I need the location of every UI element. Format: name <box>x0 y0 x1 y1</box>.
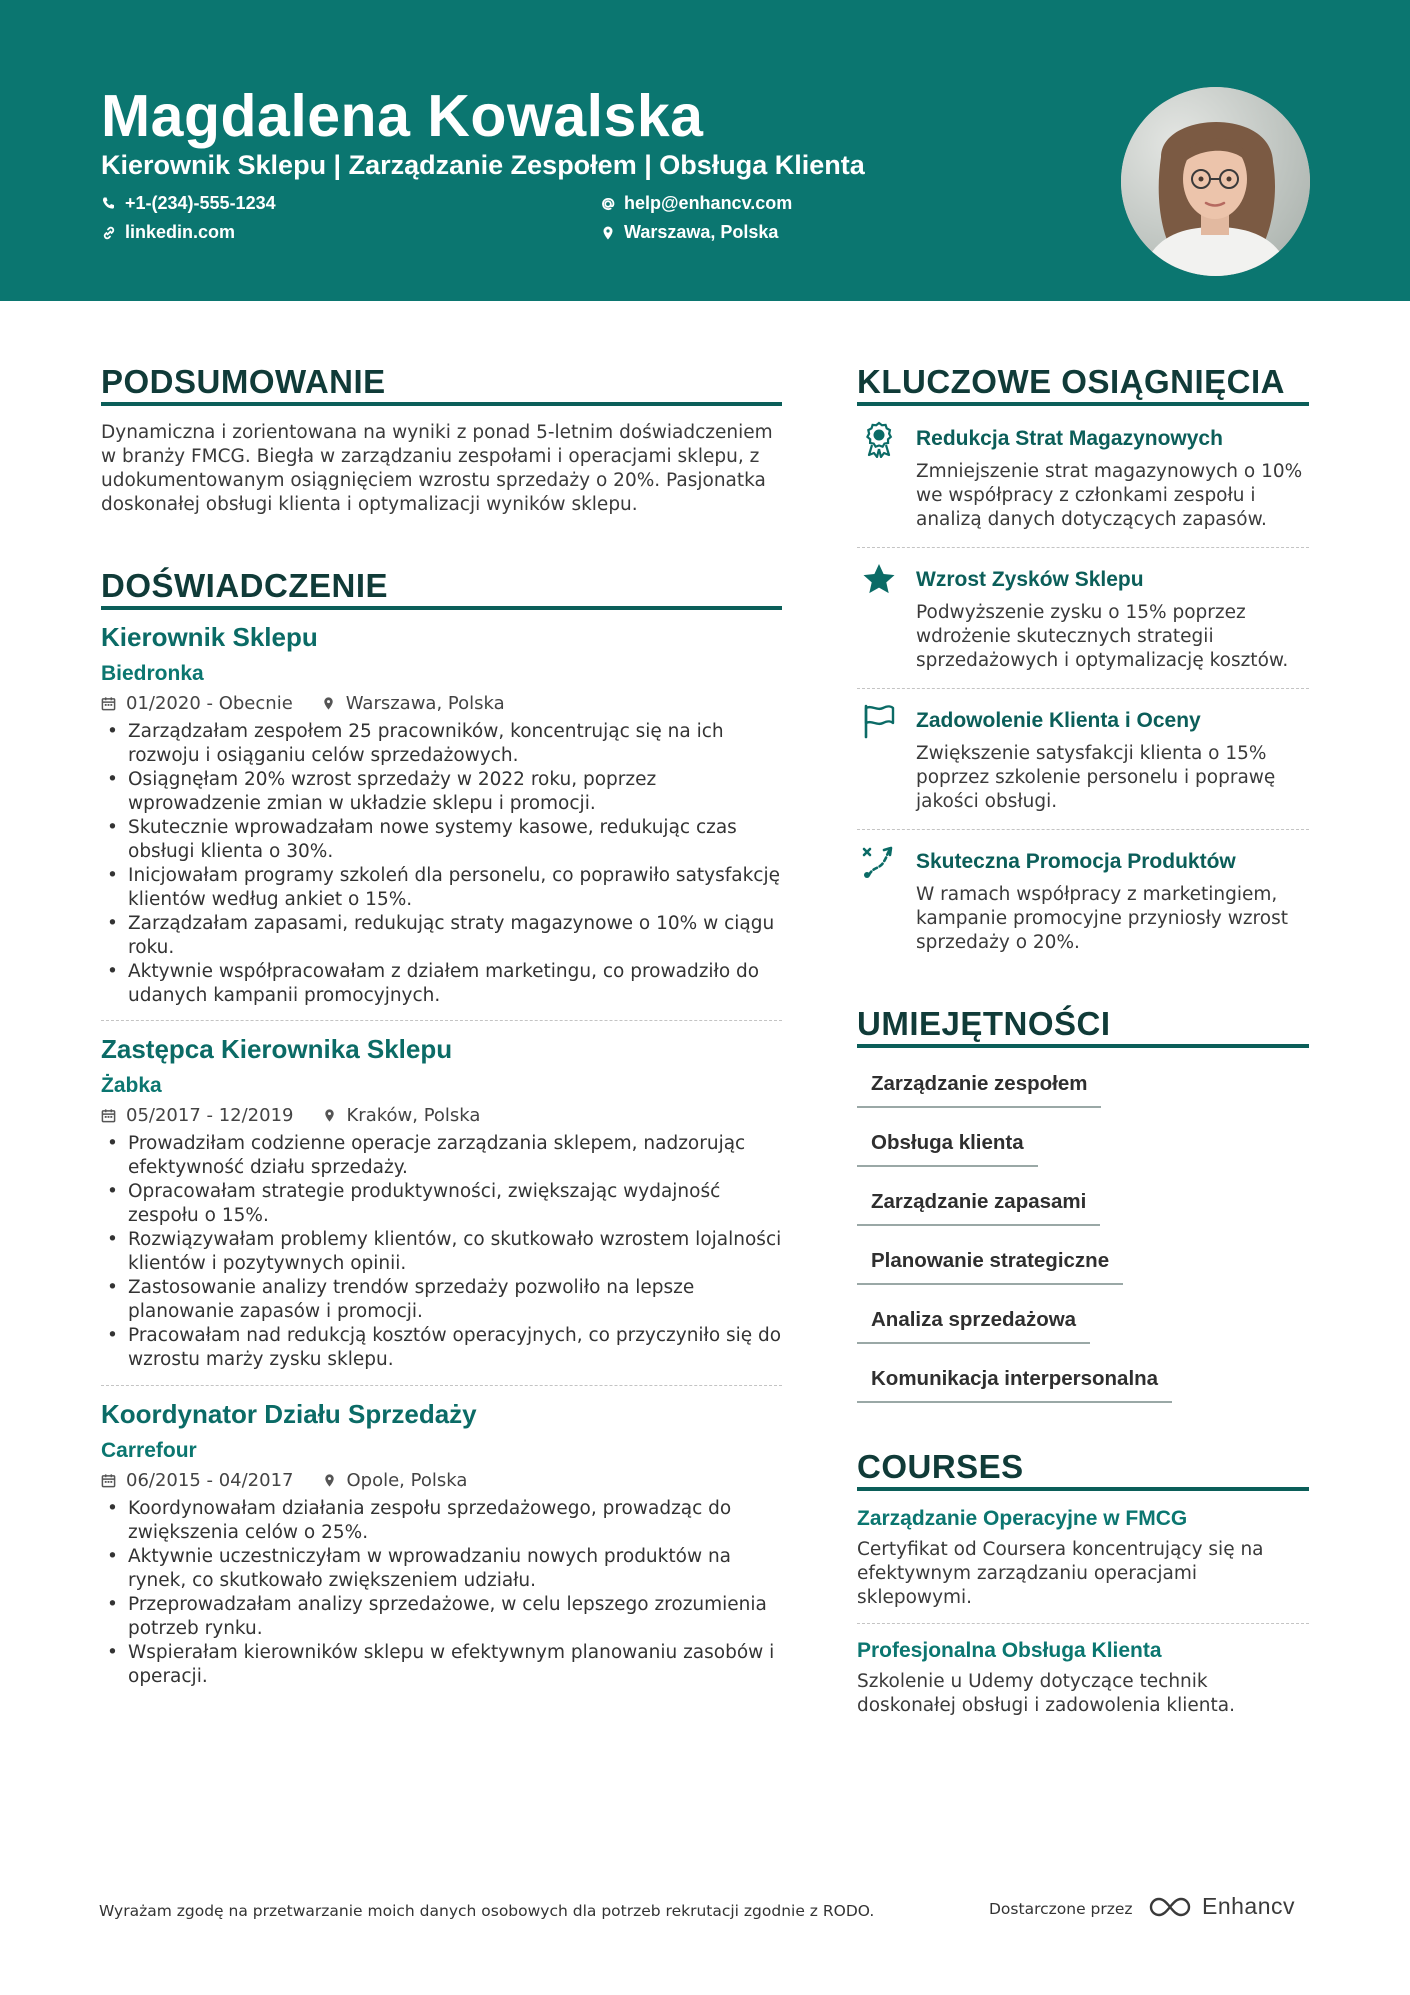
star-icon <box>860 561 898 599</box>
company-name: Żabka <box>101 1074 162 1097</box>
summary-line: doskonałej obsługi klienta i optymalizacji wyników sklepu. <box>101 494 638 515</box>
summary-heading: PODSUMOWANIE <box>101 363 386 400</box>
bullet-item: • Prowadziłam codzienne operacje zarządzania sklepem, nadzorując efektywność działu sprzedaży. <box>101 1132 791 1180</box>
skill-tag: Planowanie strategiczne <box>857 1249 1123 1285</box>
skills-divider <box>857 1044 1309 1048</box>
gdpr-consent: Wyrażam zgodę na przetwarzanie moich danych osobowych dla potrzeb rekrutacji zgodnie z RODO. <box>99 1902 875 1920</box>
job-bullets <box>101 1132 791 1372</box>
course-title: Profesjonalna Obsługa Klienta <box>857 1639 1162 1662</box>
candidate-name: Magdalena Kowalska <box>101 83 704 149</box>
calendar-icon <box>101 1473 116 1488</box>
job-dates: 05/2017 - 12/2019 <box>126 1105 294 1126</box>
courses-divider <box>857 1487 1309 1491</box>
bullet-item: • Skutecznie wprowadzałam nowe systemy kasowe, redukując czas obsługi klienta o 30%. <box>101 816 791 864</box>
bullet-item: • Koordynowałam działania zespołu sprzedażowego, prowadząc do zwiększenia celów o 25%. <box>101 1497 791 1545</box>
brand-name: Enhancv <box>1202 1893 1296 1919</box>
bullet-item: • Zarządzałam zespołem 25 pracowników, koncentrując się na ich rozwoju i osiąganiu celów sprzedażowych. <box>101 720 791 768</box>
achievement-title: Skuteczna Promocja Produktów <box>916 850 1236 873</box>
experience-divider <box>101 606 782 610</box>
phone-icon <box>101 196 117 212</box>
skill-tag: Komunikacja interpersonalna <box>857 1367 1172 1403</box>
bullet-item: • Rozwiązywałam problemy klientów, co skutkowało wzrostem lojalności klientów i pozytywnych opinii. <box>101 1228 791 1276</box>
skill-tag: Zarządzanie zespołem <box>857 1072 1101 1108</box>
infinity-logo-icon <box>1146 1894 1194 1920</box>
summary-line: udokumentowanym osiągnięciem wzrostu sprzedaży o 20%. Pasjonatka <box>101 470 766 491</box>
job-location: Opole, Polska <box>346 1470 468 1491</box>
achievement-description: Podwyższenie zysku o 15% poprzez wdrożenie skutecznych strategii sprzedażowych i optymalizację kosztów. <box>916 602 1289 671</box>
contact-phone[interactable] <box>101 193 276 214</box>
bullet-item: • Aktywnie uczestniczyłam w wprowadzaniu nowych produktów na rynek, co skutkowało zwiększeniem udziału. <box>101 1545 791 1593</box>
header <box>0 0 1410 301</box>
job-bullets <box>101 1497 791 1689</box>
job-location: Kraków, Polska <box>346 1105 481 1126</box>
portrait-illustration <box>1121 87 1310 276</box>
summary-divider <box>101 402 782 406</box>
achievement-separator <box>857 688 1309 689</box>
bullet-item: • Zastosowanie analizy trendów sprzedaży pozwoliło na lepsze planowanie zapasów i promocji. <box>101 1276 791 1324</box>
calendar-icon <box>101 1108 116 1123</box>
enhancv-logo[interactable] <box>1146 1893 1295 1920</box>
job-location: Warszawa, Polska <box>345 693 505 714</box>
location-pin-icon <box>321 696 336 711</box>
company-name: Biedronka <box>101 662 204 685</box>
bullet-item: • Aktywnie współpracowałam z działem marketingu, co prowadziło do udanych kampanii promocyjnych. <box>101 960 791 1008</box>
contact-location <box>600 222 778 243</box>
location-pin-icon <box>322 1473 337 1488</box>
bullet-item: • Opracowałam strategie produktywności, zwiększając wydajność zespołu o 15%. <box>101 1180 791 1228</box>
achievement-title: Zadowolenie Klienta i Oceny <box>916 709 1201 732</box>
job-title: Zastępca Kierownika Sklepu <box>101 1034 453 1064</box>
job-title: Koordynator Działu Sprzedaży <box>101 1399 477 1429</box>
summary-line: w branży FMCG. Biegła w zarządzaniu zespołami i operacjami sklepu, z <box>101 446 760 467</box>
linkedin-text: linkedin.com <box>125 222 236 242</box>
summary-text <box>101 421 791 517</box>
achievement-description: Zwiększenie satysfakcji klienta o 15% poprzez szkolenie personelu i poprawę jakości obsługi. <box>916 743 1276 812</box>
achievement-description: W ramach współpracy z marketingiem, kampanie promocyjne przyniosły wzrost sprzedaży o 20%. <box>916 884 1288 953</box>
bullet-item: • Wspierałam kierowników sklepu w efektywnym planowaniu zasobów i operacji. <box>101 1641 791 1689</box>
skills-heading: UMIEJĘTNOŚCI <box>857 1005 1111 1042</box>
calendar-icon <box>101 696 116 711</box>
job-meta <box>101 693 505 714</box>
phone-text: +1-(234)-555-1234 <box>125 193 276 213</box>
skill-tag: Analiza sprzedażowa <box>857 1308 1090 1344</box>
job-dates: 06/2015 - 04/2017 <box>126 1470 294 1491</box>
skill-tag: Obsługa klienta <box>857 1131 1038 1167</box>
summary-line: Dynamiczna i zorientowana na wyniki z ponad 5-letnim doświadczeniem <box>101 422 773 443</box>
bullet-item: • Zarządzałam zapasami, redukując straty magazynowe o 10% w ciągu roku. <box>101 912 791 960</box>
at-icon <box>600 196 616 212</box>
company-name: Carrefour <box>101 1439 197 1462</box>
course-title: Zarządzanie Operacyjne w FMCG <box>857 1507 1188 1530</box>
headline-titles: Kierownik Sklepu | Zarządzanie Zespołem | Obsługa Klienta <box>101 150 865 180</box>
experience-heading: DOŚWIADCZENIE <box>101 567 388 604</box>
course-separator <box>857 1623 1309 1624</box>
course-description: Szkolenie u Udemy dotyczące technik doskonałej obsługi i zadowolenia klienta. <box>857 1671 1235 1716</box>
link-icon <box>101 225 117 241</box>
bullet-item: • Przeprowadzałam analizy sprzedażowe, w celu lepszego zrozumienia potrzeb rynku. <box>101 1593 791 1641</box>
profile-photo <box>1121 87 1310 276</box>
achievement-title: Wzrost Zysków Sklepu <box>916 568 1144 591</box>
job-separator <box>101 1385 782 1386</box>
contact-email[interactable] <box>600 193 792 214</box>
job-dates: 01/2020 - Obecnie <box>126 693 293 714</box>
job-bullets <box>101 720 791 1008</box>
location-pin-icon <box>322 1108 337 1123</box>
bullet-item: • Pracowałam nad redukcją kosztów operacyjnych, co przyczyniło się do wzrostu marży zysku sklepu. <box>101 1324 791 1372</box>
location-text: Warszawa, Polska <box>624 222 779 242</box>
achievements-heading: KLUCZOWE OSIĄGNIĘCIA <box>857 363 1285 400</box>
achievement-description: Zmniejszenie strat magazynowych o 10% we współpracy z członkami zespołu i analizą danych dotyczących zapasów. <box>916 461 1303 530</box>
contact-linkedin[interactable] <box>101 222 235 243</box>
job-meta <box>101 1470 467 1491</box>
bullet-item: • Osiągnęłam 20% wzrost sprzedaży w 2022 roku, poprzez wprowadzenie zmian w układzie sklepu i promocji. <box>101 768 791 816</box>
location-pin-icon <box>600 225 616 241</box>
email-text: help@enhancv.com <box>624 193 793 213</box>
achievements-divider <box>857 402 1309 406</box>
skill-tag: Zarządzanie zapasami <box>857 1190 1100 1226</box>
achievement-separator <box>857 829 1309 830</box>
course-description: Certyfikat od Coursera koncentrujący się na efektywnym zarządzaniu operacjami sklepowymi. <box>857 1539 1264 1608</box>
job-separator <box>101 1020 782 1021</box>
job-title: Kierownik Sklepu <box>101 622 318 652</box>
achievement-title: Redukcja Strat Magazynowych <box>916 427 1223 450</box>
job-meta <box>101 1105 480 1126</box>
award-ribbon-icon <box>860 420 898 458</box>
achievement-separator <box>857 547 1309 548</box>
strategy-icon <box>860 843 898 881</box>
powered-by-label: Dostarczone przez <box>989 1900 1133 1918</box>
flag-icon <box>860 702 898 740</box>
bullet-item: • Inicjowałam programy szkoleń dla personelu, co poprawiło satysfakcję klientów według ankiet o 15%. <box>101 864 791 912</box>
courses-heading: COURSES <box>857 1448 1024 1485</box>
